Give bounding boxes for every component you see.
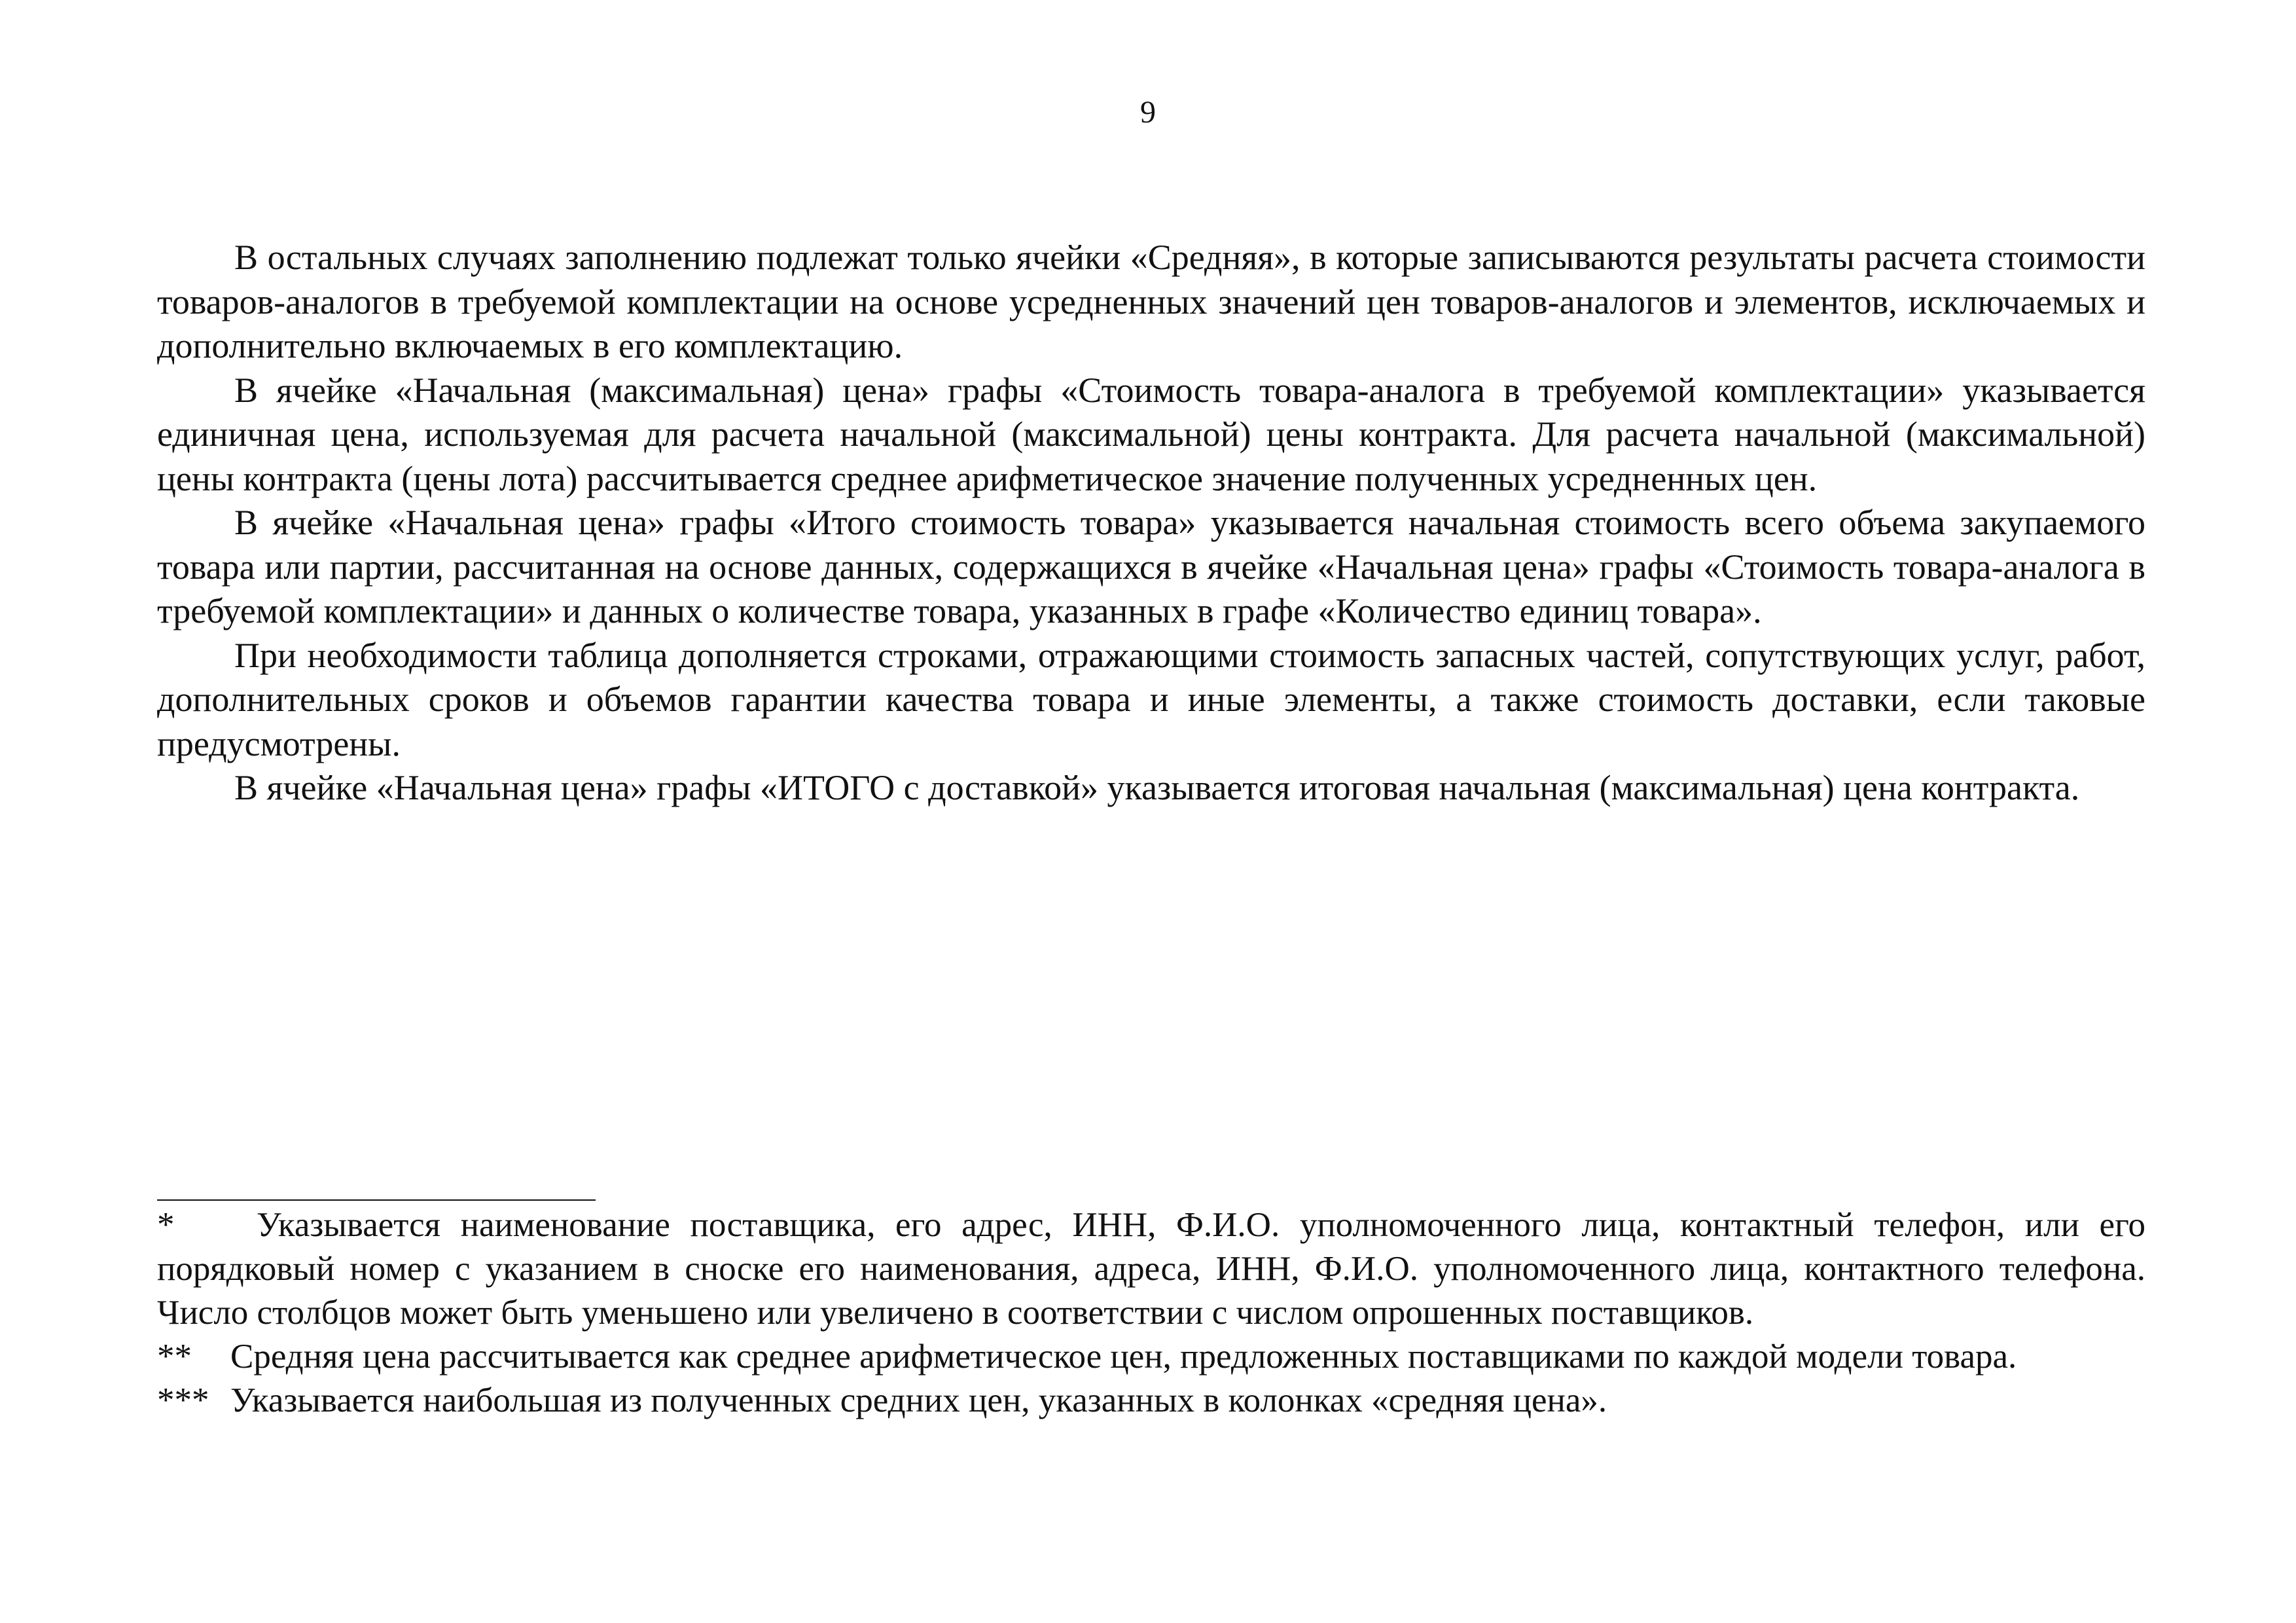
paragraph-initial-price-total: В ячейке «Начальная цена» графы «Итого стоимость товара» указывается начальная стоимость всего объема закупаемого товара или партии, рассчитанная на основе данных, содержащихся в ячейке «Начальная цена» графы «Стоимость товара-аналога в требуемой комплектации» и данных о количестве товара, указанных в графе «Количество единиц товара». [157,503,2145,630]
footnote-text: Средняя цена рассчитывается как среднее арифметическое цен, предложенных поставщиками по каждой модели товара. [230,1338,2017,1376]
paragraph-total-with-delivery: В ячейке «Начальная цена» графы «ИТОГО с доставкой» указывается итоговая начальная (максимальная) цена контракта. [234,768,2080,807]
footnote-separator [157,1199,596,1201]
footnote-text: Указывается наибольшая из полученных средних цен, указанных в колонках «средняя цена». [230,1381,1607,1419]
footnote-marker: * [157,1206,175,1244]
footnote-highest-average [157,1379,2145,1423]
paragraph-initial-max-price: В ячейке «Начальная (максимальная) цена» графы «Стоимость товара-аналога в требуемой комплектации» указывается единичная цена, используемая для расчета начальной (максимальной) цены контракта. Для расчета начальной (максимальной) цены контракта (цены лота) рассчитывается среднее арифметическое значение полученных усредненных цен. [157,370,2145,498]
body-text [157,236,2145,811]
footnote-supplier [157,1203,2145,1335]
footnotes [157,1203,2145,1423]
footnote-average-price [157,1335,2022,1379]
paragraph-filling-average-cells: В остальных случаях заполнению подлежат только ячейки «Средняя», в которые записываются результаты расчета стоимости товаров-аналогов в требуемой комплектации на основе усредненных значений цен товаров-аналогов и элементов, исключаемых и дополнительно включаемых в его комплектацию. [157,238,2145,365]
footnote-marker: *** [157,1381,209,1419]
footnote-marker: ** [157,1338,192,1376]
page-number: 9 [1140,95,1156,130]
paragraph-additional-rows: При необходимости таблица дополняется строками, отражающими стоимость запасных частей, сопутствующих услуг, работ, дополнительных сроков и объемов гарантии качества товара и иные элементы, а также стоимость доставки, если таковые предусмотрены. [157,635,2145,763]
footnote-text: Указывается наименование поставщика, его адрес, ИНН, Ф.И.О. уполномоченного лица, контактный телефон, или его порядковый номер с указанием в сноске его наименования, адреса, ИНН, Ф.И.О. уполномоченного лица, контактного телефона. Число столбцов может быть уменьшено или увеличено в соответствии с числом опрошенных поставщиков. [157,1206,2145,1332]
